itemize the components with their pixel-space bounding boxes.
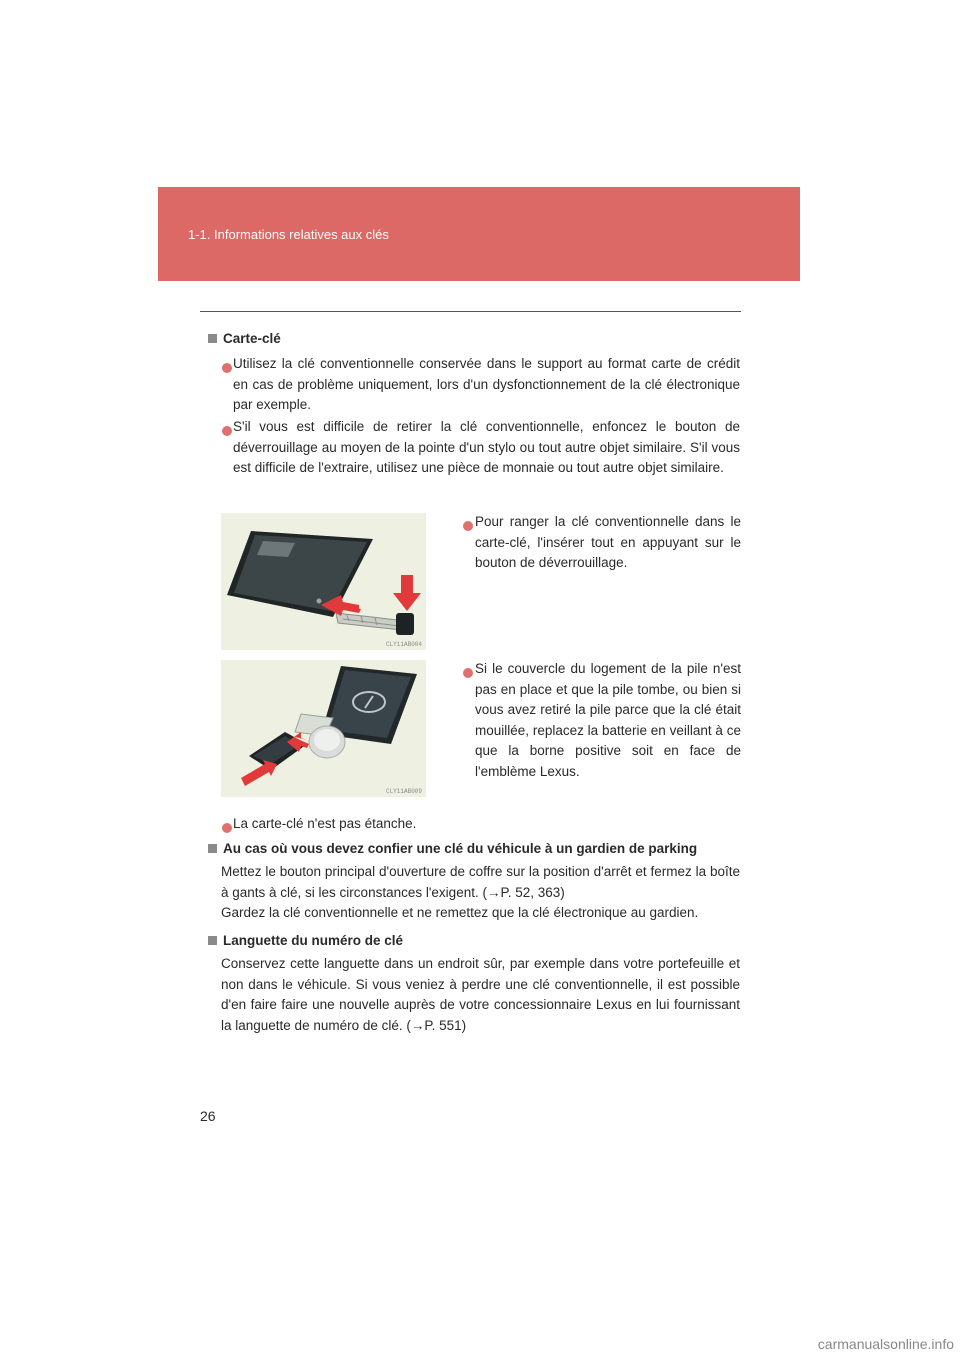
square-bullet-icon bbox=[208, 844, 217, 853]
square-bullet-icon bbox=[208, 334, 217, 343]
page-number: 26 bbox=[200, 1108, 216, 1124]
key-tag-body: Conservez cette languette dans un endroit sûr, par exemple dans votre portefeuille et non dans le véhicule. Si vous veniez à perdre une clé conventionnelle, il est possible d'en faire faire une nouvelle auprès de votre concessionnaire Lexus en lui fournissant la languette de numéro de clé. (→P. 551) bbox=[221, 956, 740, 1033]
heading-key-tag bbox=[208, 931, 403, 951]
figure-code: CLY11AB004 bbox=[385, 641, 422, 648]
figure-card-key-insert bbox=[221, 513, 426, 650]
battery-illustration bbox=[221, 660, 426, 797]
card-key-bullet-2: S'il vous est difficile de retirer la clé conventionnelle, enfoncez le bouton de déverrouillage au moyen de la pointe d'un stylo ou tout autre objet similaire. S'il vous est difficile de l'extraire, utilisez une pièce de monnaie ou tout autre objet similaire. bbox=[233, 419, 740, 475]
heading-valet-text: Au cas où vous devez confier une clé du véhicule à un gardien de parking bbox=[223, 841, 698, 856]
square-bullet-icon bbox=[208, 936, 217, 945]
bullet-dot-icon bbox=[463, 518, 473, 536]
bullet-dot-icon bbox=[463, 665, 473, 683]
watermark: carmanualsonline.info bbox=[817, 1336, 954, 1352]
bullet-dot-icon bbox=[222, 820, 232, 838]
figure-code: CLY11AB009 bbox=[385, 788, 422, 795]
heading-card-key-text: Carte-clé bbox=[223, 331, 281, 346]
divider bbox=[200, 311, 741, 312]
valet-line-1: Mettez le bouton principal d'ouverture de coffre sur la position d'arrêt et fermez la boîte à gants à clé, si les circonstances l'exigent. (→P. 52, 363) bbox=[221, 864, 740, 900]
valet-line-2: Gardez la clé conventionnelle et ne remettez que la clé électronique au gardien. bbox=[221, 905, 699, 920]
card-key-bullet-1: Utilisez la clé conventionnelle conservée dans le support au format carte de crédit en cas de problème uniquement, lors d'un dysfonctionnement de la clé électronique par exemple. bbox=[233, 356, 740, 412]
heading-key-tag-text: Languette du numéro de clé bbox=[223, 933, 404, 948]
heading-card-key bbox=[208, 329, 281, 349]
header-band bbox=[158, 187, 800, 281]
heading-valet bbox=[208, 839, 697, 859]
figure-1-caption: Pour ranger la clé conventionnelle dans le carte-clé, l'insérer tout en appuyant sur le bouton de déverrouillage. bbox=[475, 514, 741, 570]
card-key-bullet-3: La carte-clé n'est pas étanche. bbox=[233, 816, 417, 831]
bullet-dot-icon bbox=[222, 423, 232, 441]
section-title: 1-1. Informations relatives aux clés bbox=[188, 227, 389, 242]
figure-2-caption: Si le couvercle du logement de la pile n'est pas en place et que la pile tombe, ou bien si vous avez retiré la pile parce que la clé était mouillée, replacez la batterie en veillant à ce que la borne positive soit en face de l'emblème Lexus. bbox=[475, 661, 741, 779]
figure-battery-replace bbox=[221, 660, 426, 797]
bullet-dot-icon bbox=[222, 360, 232, 378]
card-key-illustration bbox=[221, 513, 426, 650]
